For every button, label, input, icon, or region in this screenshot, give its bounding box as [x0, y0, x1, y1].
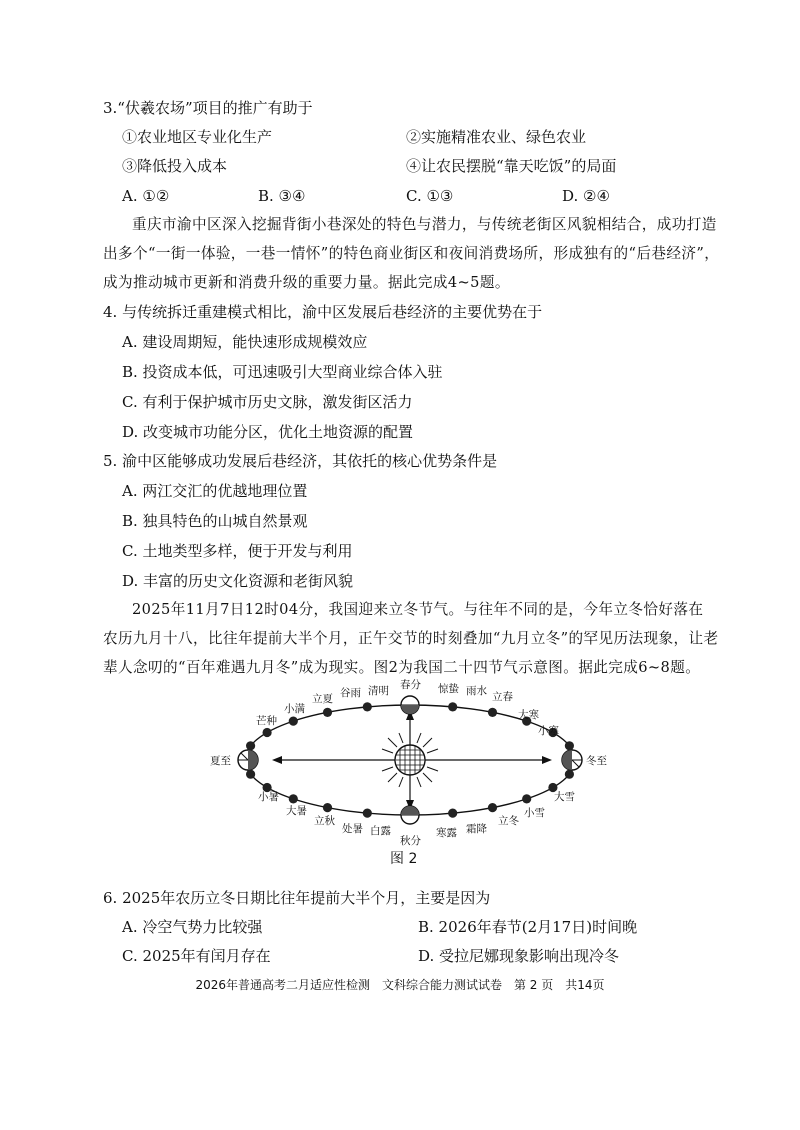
label-chunfen: 春分 — [400, 679, 421, 691]
label-dahan: 大寒 — [518, 709, 539, 721]
passage1-line-3: 成为推动城市更新和消费升级的重要力量。据此完成4~5题。 — [103, 274, 510, 291]
term-dot — [448, 702, 457, 711]
q4-option-c: C. 有利于保护城市历史文脉，激发街区活力 — [122, 393, 413, 411]
passage2-line-3: 辈人念叨的“百年难遇九月冬”成为现实。图2为我国二十四节气示意图。据此完成6~8题。 — [103, 659, 701, 676]
page-footer: 2026年普通高考二月适应性检测 文科综合能力测试试卷 第 2 页 共14页 — [195, 978, 605, 992]
label-shuangjiang: 霜降 — [466, 823, 487, 835]
label-mangzhong: 芒种 — [256, 715, 277, 727]
q3-option-d: D. ②④ — [562, 187, 610, 205]
label-yushui: 雨水 — [466, 685, 487, 697]
label-daxue: 大雪 — [554, 791, 575, 803]
q4-option-a: A. 建设周期短，能快速形成规模效应 — [122, 333, 368, 351]
label-bailu: 白露 — [370, 825, 391, 837]
label-xiaoshu: 小暑 — [258, 791, 279, 803]
earth-xiazhi — [238, 750, 258, 770]
q5-stem: 5. 渝中区能够成功发展后巷经济，其依托的核心优势条件是 — [103, 452, 498, 470]
solar-terms-diagram — [210, 670, 620, 850]
q3-item-4: ④让农民摆脱“靠天吃饭”的局面 — [406, 157, 617, 175]
term-dot — [448, 809, 457, 818]
term-dot — [289, 794, 298, 803]
label-chushu: 处暑 — [342, 823, 363, 835]
q6-option-c: C. 2025年有闰月存在 — [122, 947, 271, 965]
label-xiaoman: 小满 — [284, 703, 305, 715]
label-xiazhi: 夏至 — [210, 755, 231, 767]
label-xiaohan: 小寒 — [538, 725, 559, 737]
earth-chunfen — [401, 696, 419, 714]
label-guyu: 谷雨 — [340, 687, 361, 699]
passage2-line-2: 农历九月十八，比往年提前大半个月，正午交节的时刻叠加“九月立冬”的罕见历法现象，让老 — [103, 630, 719, 647]
term-dot — [263, 728, 272, 737]
label-dashu: 大暑 — [286, 805, 307, 817]
label-lixia: 立夏 — [312, 693, 333, 705]
axis-arrow-left — [272, 756, 282, 764]
q3-option-c: C. ①③ — [406, 187, 454, 205]
term-dot — [246, 741, 255, 750]
term-dot — [522, 794, 531, 803]
passage2-line-1: 2025年11月7日12时04分，我国迎来立冬节气。与往年不同的是，今年立冬恰好落在 — [132, 601, 704, 618]
q3-item-3: ③降低投入成本 — [122, 157, 228, 175]
term-dot — [363, 809, 372, 818]
label-qiufen: 秋分 — [400, 835, 421, 847]
term-dot — [488, 803, 497, 812]
term-dot — [289, 717, 298, 726]
label-jingzhe: 惊蛰 — [438, 683, 459, 695]
earth-dongzhi — [562, 750, 582, 770]
q3-stem: 3.“伏羲农场”项目的推广有助于 — [103, 99, 313, 117]
term-dot — [246, 770, 255, 779]
label-hanlu: 寒露 — [436, 827, 457, 839]
label-lidong: 立冬 — [498, 815, 519, 827]
term-dot — [363, 702, 372, 711]
q3-item-2: ②实施精准农业、绿色农业 — [406, 128, 587, 146]
q5-option-d: D. 丰富的历史文化资源和老街风貌 — [122, 572, 354, 590]
q3-option-a: A. ①② — [122, 187, 170, 205]
label-dongzhi: 冬至 — [586, 755, 607, 767]
q5-option-b: B. 独具特色的山城自然景观 — [122, 512, 308, 530]
q5-option-c: C. 土地类型多样，便于开发与利用 — [122, 542, 353, 560]
label-qingming: 清明 — [368, 685, 389, 697]
label-xiaoxue: 小雪 — [524, 807, 545, 819]
axis-arrow-right — [542, 756, 552, 764]
q4-option-b: B. 投资成本低，可迅速吸引大型商业综合体入驻 — [122, 363, 443, 381]
earth-qiufen — [401, 806, 419, 824]
q3-item-1: ①农业地区专业化生产 — [122, 128, 273, 146]
passage1-line-2: 出多个“一街一体验，一巷一情怀”的特色商业街区和夜间消费场所，形成独有的“后巷经济”， — [103, 245, 720, 262]
term-dot — [488, 708, 497, 717]
q3-option-b: B. ③④ — [258, 187, 306, 205]
label-lichun: 立春 — [492, 691, 513, 703]
sun — [378, 730, 442, 790]
q6-option-a: A. 冷空气势力比较强 — [122, 918, 263, 936]
figure-caption: 图 2 — [390, 851, 418, 867]
term-dot — [565, 741, 574, 750]
passage1-line-1: 重庆市渝中区深入挖掘背街小巷深处的特色与潜力，与传统老街区风貌相结合，成功打造 — [132, 216, 717, 233]
term-dot — [323, 708, 332, 717]
term-dot — [565, 770, 574, 779]
q5-option-a: A. 两江交汇的优越地理位置 — [122, 482, 308, 500]
q6-option-d: D. 受拉尼娜现象影响出现冷冬 — [418, 947, 620, 965]
label-liqiu: 立秋 — [314, 815, 335, 827]
q6-stem: 6. 2025年农历立冬日期比往年提前大半个月，主要是因为 — [103, 889, 491, 907]
q4-option-d: D. 改变城市功能分区，优化土地资源的配置 — [122, 423, 414, 441]
q6-option-b: B. 2026年春节(2月17日)时间晚 — [418, 918, 638, 936]
q4-stem: 4. 与传统拆迁重建模式相比，渝中区发展后巷经济的主要优势在于 — [103, 303, 543, 321]
term-dot — [323, 803, 332, 812]
